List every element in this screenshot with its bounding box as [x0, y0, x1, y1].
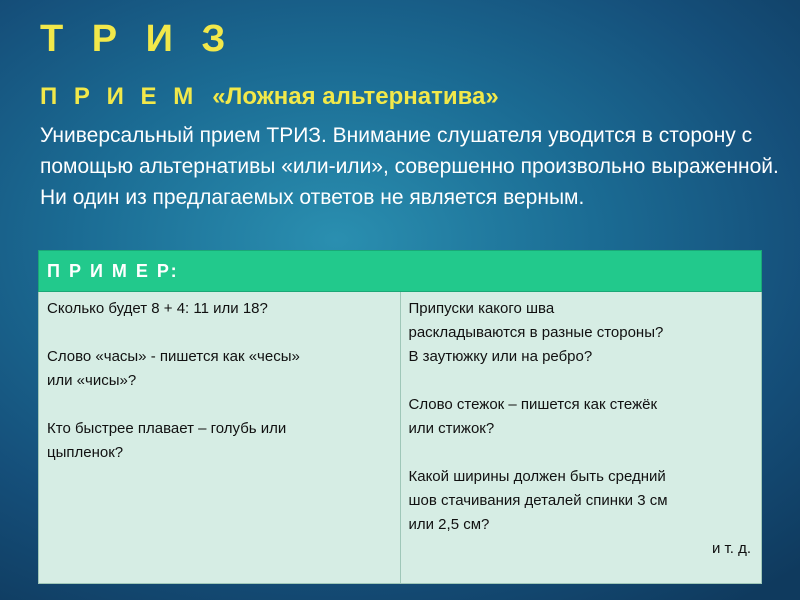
example-left-spacer [47, 393, 390, 417]
example-left-line: Слово «часы» - пишется как «чесы» [47, 348, 300, 365]
example-right-line: шов стачивания деталей спинки 3 см [408, 492, 668, 509]
example-table [38, 250, 762, 584]
example-left-line: цыпленок? [47, 444, 124, 461]
example-left-line: Сколько будет 8 + 4: 11 или 18? [47, 300, 268, 317]
technique-prefix: П Р И Е М [40, 83, 199, 110]
technique-description: Универсальный прием ТРИЗ. Внимание слушателя уводится в сторону с помощью альтернативы «или-или», совершенно произвольно выраженной. Ни один из предлагаемых ответов не является верным. [40, 124, 779, 209]
example-table-header: П Р И М Е Р: [39, 251, 762, 292]
example-right-line: раскладываются в разные стороны? [408, 324, 664, 341]
example-right-line: В заутюжку или на ребро? [408, 348, 593, 365]
technique-heading [40, 83, 499, 111]
example-right-line: Припуски какого шва [408, 300, 555, 317]
example-table-row [39, 292, 762, 584]
example-right-line: Какой ширины должен быть средний [408, 468, 666, 485]
example-right-spacer [409, 369, 752, 393]
example-right-line: или 2,5 см? [408, 516, 490, 533]
example-cell-right [400, 292, 762, 584]
example-cell-left [39, 292, 401, 584]
example-left-line: или «чисы»? [47, 372, 137, 389]
technique-name: «Ложная альтернатива» [212, 83, 499, 110]
example-left-spacer [47, 321, 390, 345]
example-right-footer: и т. д. [711, 540, 751, 557]
example-right-spacer [409, 441, 752, 465]
example-table-header-row [39, 251, 762, 292]
example-right-line: Слово стежок – пишется как стежёк [408, 396, 658, 413]
slide-title: Т Р И З [40, 18, 235, 60]
example-right-line: или стижок? [408, 420, 495, 437]
example-left-line: Кто быстрее плавает – голубь или [47, 420, 287, 437]
